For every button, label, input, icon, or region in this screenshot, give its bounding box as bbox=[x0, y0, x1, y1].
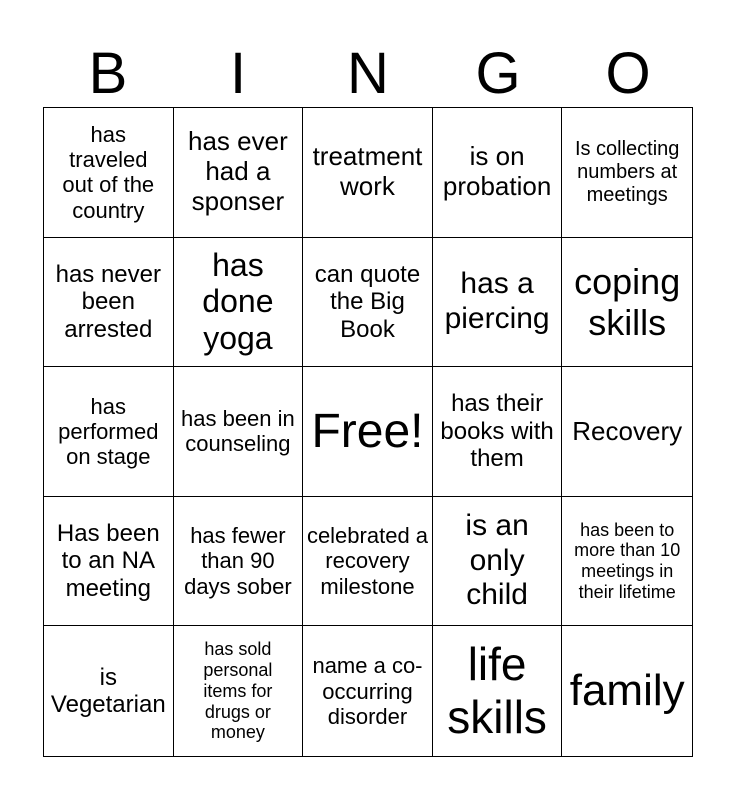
cell-text: has performed on stage bbox=[58, 393, 159, 470]
cell-text: has their books with them bbox=[440, 390, 554, 473]
bingo-cell[interactable] bbox=[174, 626, 304, 756]
cell-text: Is collecting numbers at meetings bbox=[574, 137, 680, 206]
cell-text: can quote the Big Book bbox=[314, 260, 421, 343]
header-letter-o: O bbox=[605, 41, 651, 106]
cell-text: family bbox=[569, 665, 685, 715]
bingo-cell[interactable] bbox=[303, 626, 433, 756]
bingo-header bbox=[43, 40, 693, 108]
header-letter-g: G bbox=[475, 41, 521, 106]
bingo-cell[interactable] bbox=[433, 367, 563, 497]
bingo-cell[interactable] bbox=[303, 497, 433, 627]
bingo-cell[interactable] bbox=[174, 367, 304, 497]
bingo-board bbox=[43, 107, 693, 757]
cell-text: celebrated a recovery milestone bbox=[306, 523, 429, 599]
header-letter-i: I bbox=[229, 41, 247, 106]
cell-text: Free! bbox=[311, 404, 424, 458]
cell-text: has done yoga bbox=[202, 246, 274, 357]
bingo-cell[interactable] bbox=[174, 238, 304, 368]
cell-text: has been to more than 10 meetings in their lifetime bbox=[574, 519, 681, 602]
cell-text: Has been to an NA meeting bbox=[56, 519, 160, 602]
bingo-cell[interactable] bbox=[562, 497, 692, 627]
bingo-cell[interactable] bbox=[433, 497, 563, 627]
cell-text: is Vegetarian bbox=[50, 663, 166, 719]
cell-text: Recovery bbox=[572, 415, 683, 446]
header-letter-b: B bbox=[88, 41, 128, 106]
bingo-cell[interactable] bbox=[44, 497, 174, 627]
bingo-cell[interactable] bbox=[44, 238, 174, 368]
cell-text: treatment work bbox=[312, 141, 423, 202]
bingo-cell[interactable] bbox=[562, 626, 692, 756]
bingo-cell[interactable] bbox=[562, 367, 692, 497]
bingo-cell[interactable] bbox=[433, 238, 563, 368]
bingo-cell[interactable] bbox=[44, 108, 174, 238]
cell-text: has fewer than 90 days sober bbox=[184, 523, 292, 599]
cell-text: has traveled out of the country bbox=[62, 121, 155, 223]
cell-text: has been in counseling bbox=[181, 406, 295, 457]
header-letter-n: N bbox=[347, 41, 389, 106]
bingo-cell[interactable] bbox=[433, 626, 563, 756]
cell-text: is an only child bbox=[465, 509, 529, 612]
cell-text: has never been arrested bbox=[55, 260, 161, 343]
cell-text: coping skills bbox=[574, 260, 681, 343]
bingo-cell[interactable] bbox=[174, 108, 304, 238]
free-space[interactable] bbox=[303, 367, 433, 497]
cell-text: has sold personal items for drugs or money bbox=[203, 639, 273, 743]
bingo-cell[interactable] bbox=[562, 238, 692, 368]
cell-text: has ever had a sponser bbox=[188, 126, 288, 217]
bingo-cell[interactable] bbox=[562, 108, 692, 238]
bingo-cell[interactable] bbox=[433, 108, 563, 238]
cell-text: life skills bbox=[447, 638, 547, 744]
bingo-cell[interactable] bbox=[174, 497, 304, 627]
cell-text: has a piercing bbox=[444, 267, 550, 335]
cell-text: is on probation bbox=[442, 141, 552, 202]
bingo-cell[interactable] bbox=[44, 626, 174, 756]
cell-text: name a co-occurring disorder bbox=[312, 653, 423, 729]
bingo-cell[interactable] bbox=[303, 108, 433, 238]
bingo-cell[interactable] bbox=[303, 238, 433, 368]
bingo-cell[interactable] bbox=[44, 367, 174, 497]
